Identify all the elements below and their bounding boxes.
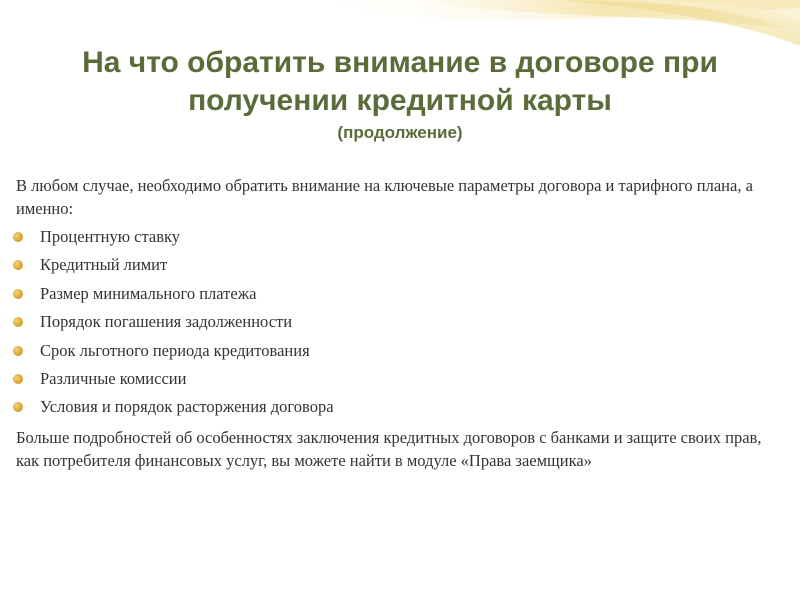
list-item-label: Различные комиссии bbox=[40, 369, 187, 389]
parameters-list bbox=[16, 223, 788, 422]
list-item bbox=[16, 308, 788, 336]
list-item-label: Срок льготного периода кредитования bbox=[40, 340, 310, 360]
list-item bbox=[16, 337, 788, 365]
outro-text: Больше подробностей об особенностях заключения кредитных договоров с банками и защите своих прав, как потребителя финансовых услуг, вы можете найти в модуле «Права заемщика» bbox=[16, 427, 762, 470]
list-item bbox=[16, 251, 788, 279]
list-item bbox=[16, 223, 788, 251]
subtitle: (продолжение) bbox=[337, 123, 463, 142]
list-item-label: Кредитный лимит bbox=[40, 255, 168, 275]
title-line-1: На что обратить внимание в договоре при bbox=[82, 46, 718, 79]
circle-bullet-icon bbox=[13, 232, 23, 242]
list-item-label: Процентную ставку bbox=[40, 227, 181, 246]
circle-bullet-icon bbox=[13, 317, 23, 327]
list-item-label: Порядок погашения задолженности bbox=[40, 312, 293, 332]
circle-bullet-icon bbox=[13, 402, 23, 412]
list-item bbox=[16, 365, 788, 393]
list-item-label: Размер минимального платежа bbox=[40, 283, 257, 303]
list-item bbox=[16, 393, 788, 421]
circle-bullet-icon bbox=[13, 374, 23, 384]
circle-bullet-icon bbox=[13, 260, 23, 270]
title-line-2: получении кредитной карты bbox=[188, 84, 612, 117]
circle-bullet-icon bbox=[13, 346, 23, 356]
page-title bbox=[20, 44, 780, 144]
list-item bbox=[16, 280, 788, 308]
list-item-label: Условия и порядок расторжения договора bbox=[40, 397, 334, 417]
intro-text: В любом случае, необходимо обратить внимание на ключевые параметры договора и тарифного плана, а именно: bbox=[16, 176, 753, 218]
content-body bbox=[16, 174, 788, 472]
circle-bullet-icon bbox=[13, 289, 23, 299]
